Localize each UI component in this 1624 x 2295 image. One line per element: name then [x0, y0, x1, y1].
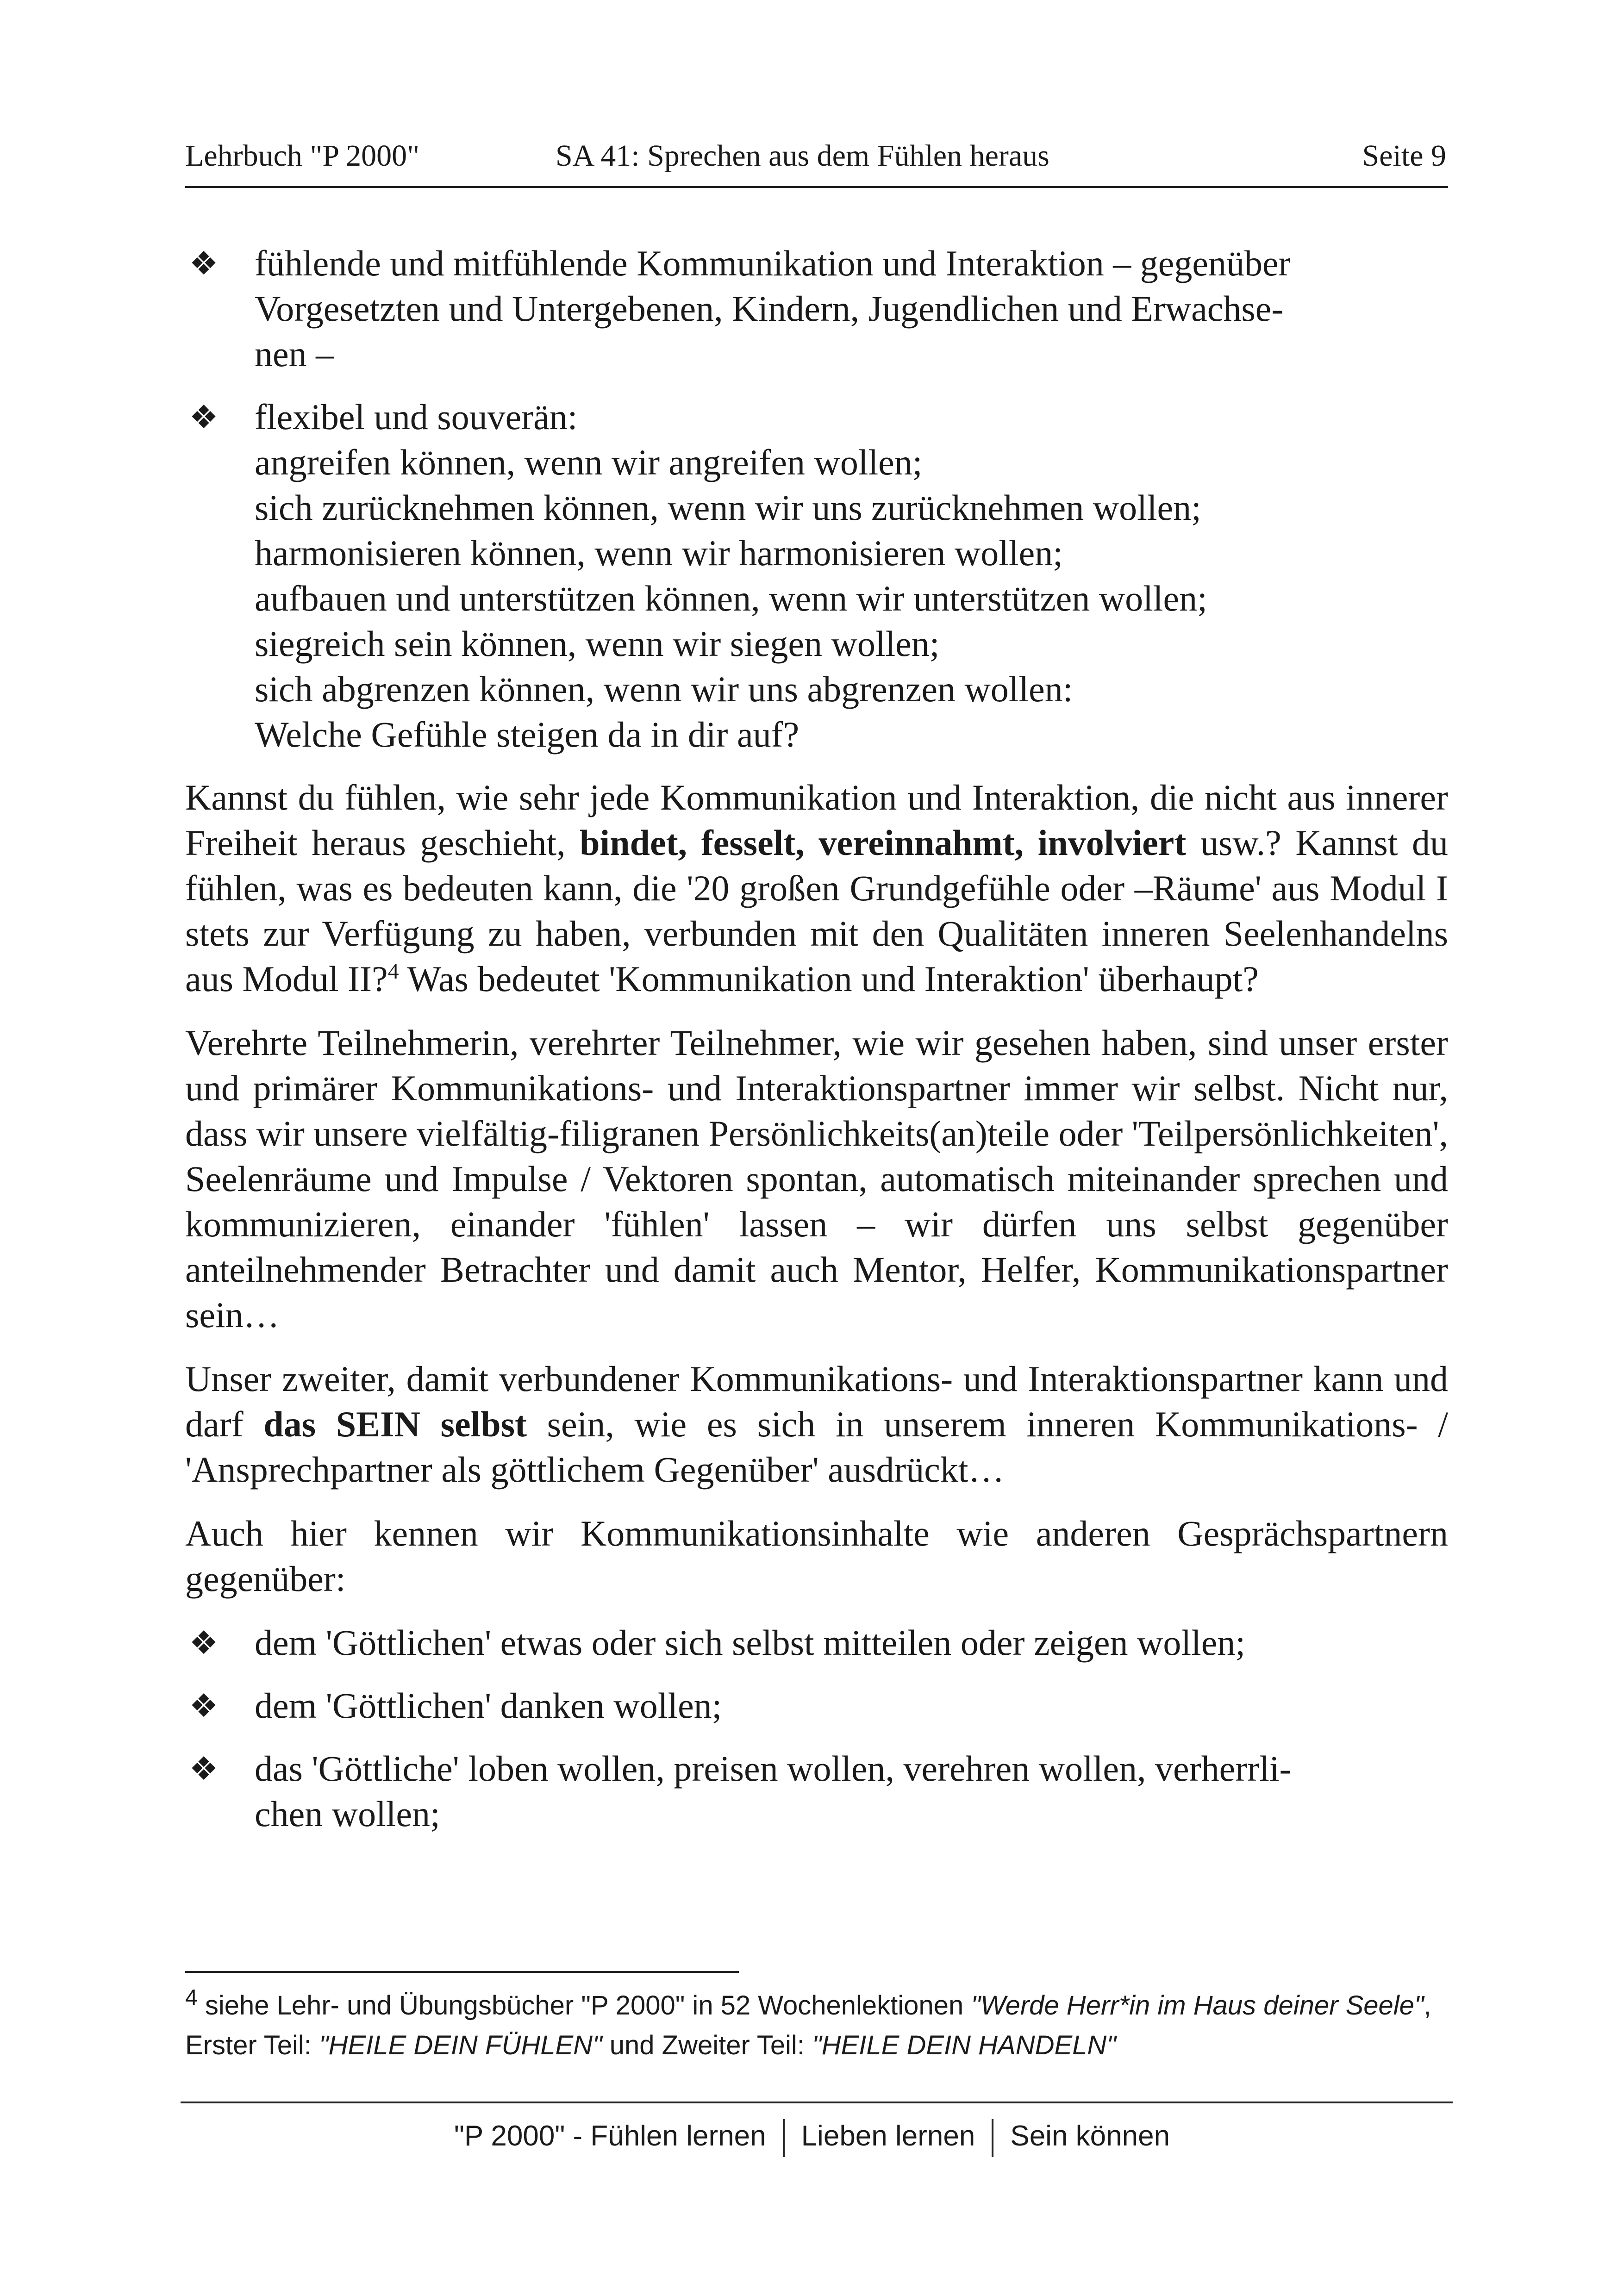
footnote-italic: "Werde Herr*in im Haus deiner Seele" — [971, 1990, 1424, 2021]
bullet-line: dem 'Göttlichen' danken wollen; — [255, 1685, 722, 1726]
list-item — [185, 394, 1448, 757]
bold-phrase: das SEIN selbst — [263, 1404, 527, 1444]
diamond-bullet-icon: ❖ — [189, 398, 219, 436]
paragraph — [185, 775, 1448, 1002]
header-book-title: Lehrbuch "P 2000" — [185, 139, 420, 173]
bullet-line: Vorgesetzten und Untergebenen, Kindern, Jugendlichen und Erwachse- — [255, 288, 1284, 329]
footer-separator — [992, 2119, 993, 2157]
bullet-line: angreifen können, wenn wir angreifen wollen; — [255, 442, 923, 482]
bullet-line: harmonisieren können, wenn wir harmonisieren wollen; — [255, 533, 1063, 573]
diamond-bullet-icon: ❖ — [189, 1750, 219, 1788]
footnote-reference[interactable]: 4 — [387, 959, 399, 984]
paragraph-text: Unser zweiter, damit verbundener Kommunikations- und Interaktionspartner kann und darf — [185, 1359, 1448, 1444]
paragraph-text: Kannst du fühlen, wie sehr jede Kommunikation und Interaktion, die nicht aus innerer Freiheit heraus geschieht, — [185, 777, 1448, 863]
paragraph: Verehrte Teilnehmerin, verehrter Teilnehmer, wie wir gesehen haben, sind unser erster und primärer Kommunikations- und Interaktionspartner immer wir selbst. Nicht nur, dass wir unsere vielfältig-filigranen Persönlichkeits(an)teile oder 'Teilpersönlichkeiten', Seelenräume und Impulse / Vektoren spontan, automatisch miteinander sprechen und kommunizieren, einander 'fühlen' lassen – wir dürfen uns selbst gegenüber anteilnehmender Betrachter und damit auch Mentor, Helfer, Kommunikationspartner sein… — [185, 1023, 1448, 1335]
footer-divider — [181, 2102, 1453, 2103]
bullet-line: siegreich sein können, wenn wir siegen wollen; — [255, 624, 940, 664]
footnote-number: 4 — [185, 1985, 198, 2010]
bullet-line: nen – — [255, 334, 334, 374]
paragraph-text: Was bedeutet 'Kommunikation und Interaktion' überhaupt? — [399, 959, 1259, 999]
bullet-line: sich zurücknehmen können, wenn wir uns zurücknehmen wollen; — [255, 487, 1201, 528]
footnote-text: siehe Lehr- und Übungsbücher "P 2000" in 52 Wochenlektionen — [197, 1990, 971, 2021]
footnote-italic: "HEILE DEIN FÜHLEN" — [319, 2030, 602, 2060]
bullet-line: das 'Göttliche' loben wollen, preisen wollen, verehren wollen, verherrli- — [255, 1748, 1292, 1789]
list-item — [185, 1620, 1448, 1665]
footnote-text: und Zweiter Teil: — [602, 2030, 812, 2060]
footer-part-2: Lieben lernen — [801, 2120, 975, 2152]
header-page-number: Seite 9 — [1362, 139, 1446, 173]
bullet-line: aufbauen und unterstützen können, wenn wir unterstützen wollen; — [255, 578, 1207, 618]
bullet-line: fühlende und mitfühlende Kommunikation und Interaktion – gegenüber — [255, 243, 1291, 283]
header-chapter-title: SA 41: Sprechen aus dem Fühlen heraus — [556, 139, 1049, 173]
list-item — [185, 241, 1448, 377]
page-body — [185, 241, 1448, 1854]
list-item — [185, 1683, 1448, 1728]
footer-part-3: Sein können — [1010, 2120, 1170, 2152]
paragraph-text: sein, wie es sich in unserem inneren Kommunikations- / 'Ansprechpartner als göttlichem Gegenüber' ausdrückt… — [185, 1404, 1448, 1490]
diamond-bullet-icon: ❖ — [189, 1687, 219, 1725]
page-header — [185, 131, 1448, 188]
bullet-line: Welche Gefühle steigen da in dir auf? — [255, 714, 800, 755]
bold-phrase: bindet, fesselt, vereinnahmt, involviert — [580, 823, 1187, 863]
bullet-line: chen wollen; — [255, 1794, 440, 1834]
bullet-line: dem 'Göttlichen' etwas oder sich selbst mitteilen oder zeigen wollen; — [255, 1622, 1246, 1663]
paragraph-text: usw.? Kannst du fühlen, was es bedeuten kann, die '20 großen Grundgefühle oder –Räume' aus Modul I stets zur Verfügung zu haben, verbunden mit den Qualitäten inneren Seelenhandelns aus Modul II? — [185, 823, 1449, 999]
footnote-text: , Erster Teil: — [185, 1990, 1431, 2060]
page-footer — [0, 2111, 1624, 2162]
footer-part-1: "P 2000" - Fühlen lernen — [454, 2120, 766, 2152]
paragraph — [185, 1356, 1448, 1492]
footer-separator — [783, 2119, 785, 2157]
footnote-divider — [185, 1971, 739, 1973]
footnote-italic: "HEILE DEIN HANDELN" — [812, 2030, 1116, 2060]
bullet-line: sich abgrenzen können, wenn wir uns abgrenzen wollen: — [255, 669, 1073, 709]
bullet-line: flexibel und souverän: — [255, 397, 578, 437]
paragraph: Auch hier kennen wir Kommunikationsinhalte wie anderen Gesprächspartnern gegenüber: — [185, 1513, 1448, 1599]
diamond-bullet-icon: ❖ — [189, 1624, 219, 1662]
diamond-bullet-icon: ❖ — [189, 244, 219, 282]
footnote — [185, 1986, 1448, 2065]
list-item — [185, 1746, 1448, 1837]
